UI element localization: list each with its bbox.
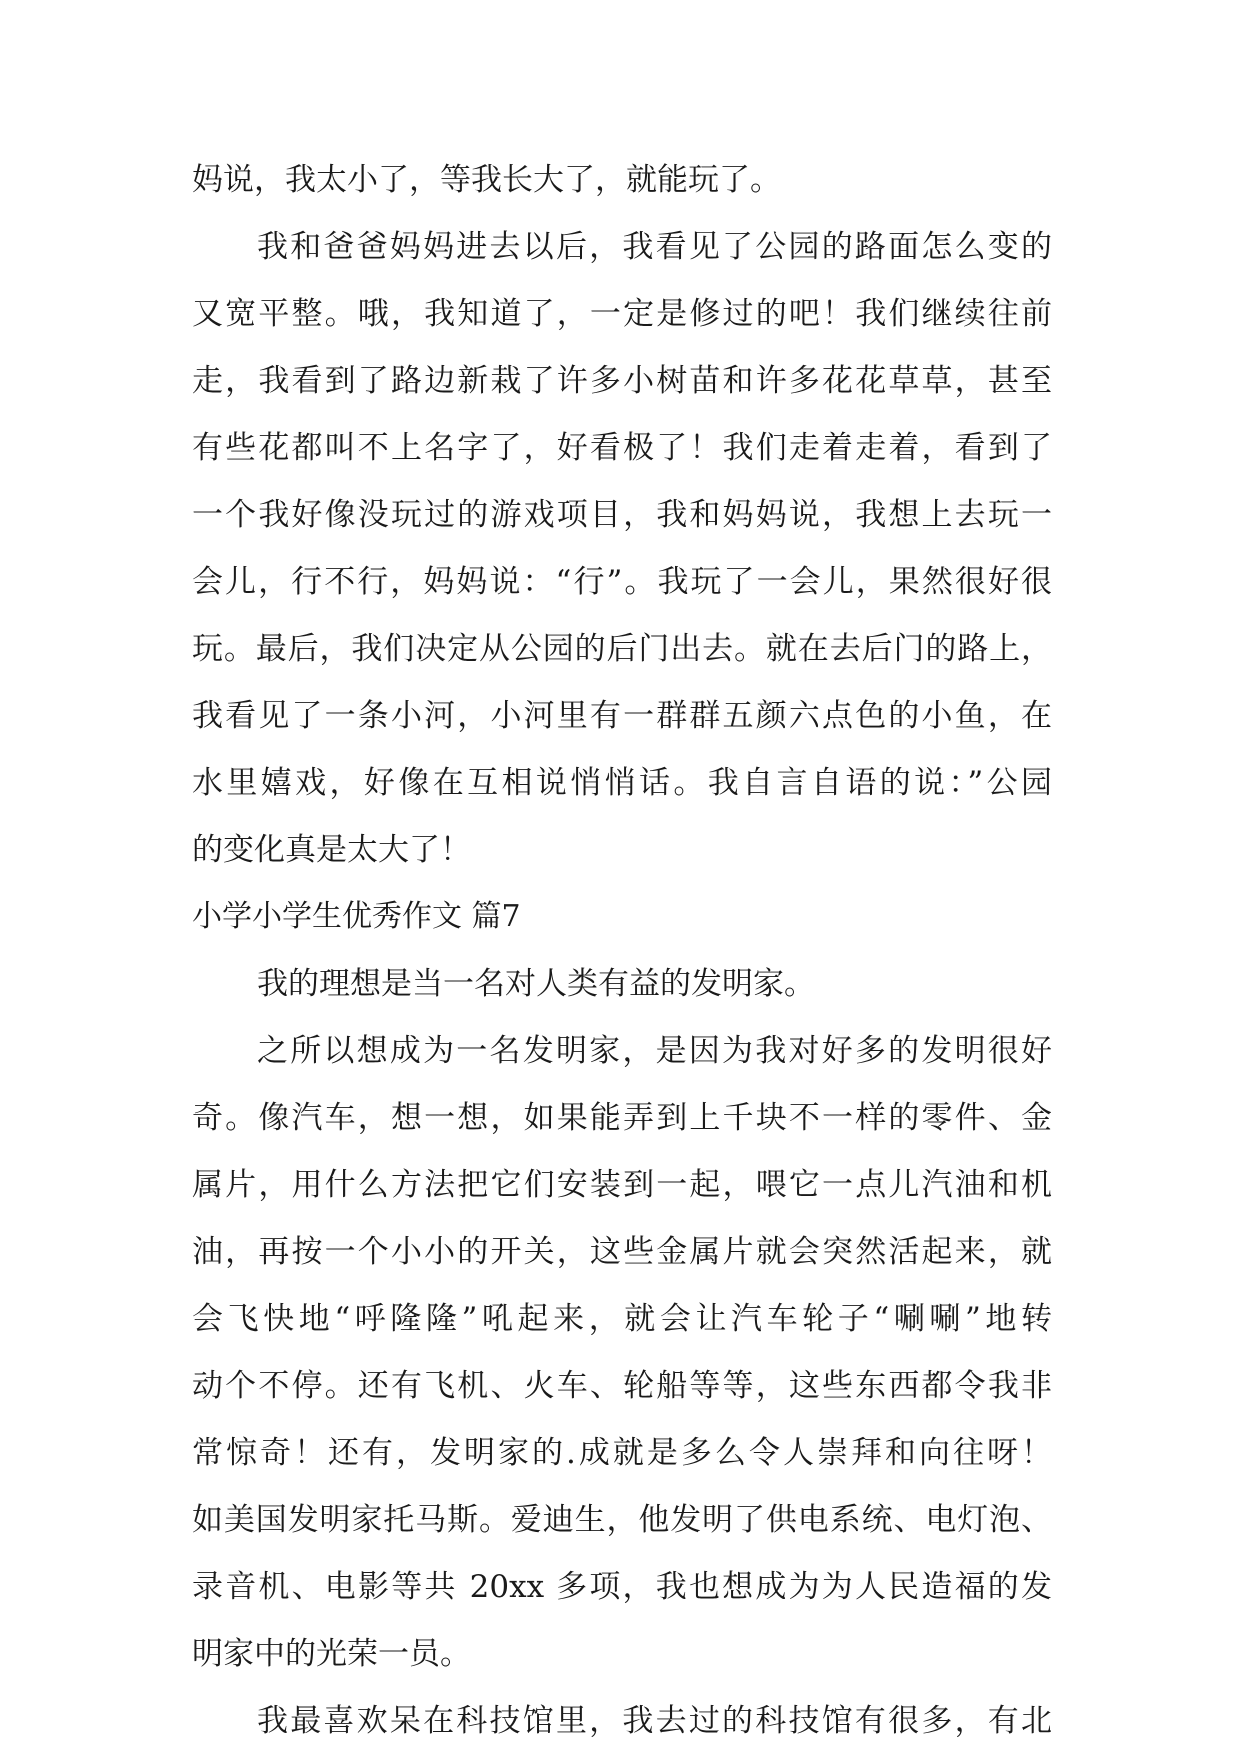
text-line: 常惊奇！还有，发明家的.成就是多么令人崇拜和向往呀！ xyxy=(192,1435,1052,1471)
text-line: 明家中的光荣一员。 xyxy=(192,1636,471,1672)
text-line: 我看见了一条小河，小河里有一群群五颜六点色的小鱼，在 xyxy=(192,698,1052,734)
paragraph-first-line: 我和爸爸妈妈进去以后，我看见了公园的路面怎么变的 xyxy=(257,229,1052,265)
text-line: 走，我看到了路边新栽了许多小树苗和许多花花草草，甚至 xyxy=(192,363,1052,399)
text-line: 油，再按一个小小的开关，这些金属片就会突然活起来，就 xyxy=(192,1234,1052,1270)
section-heading: 小学小学生优秀作文 篇7 xyxy=(192,899,521,934)
paragraph-first-line: 我的理想是当一名对人类有益的发明家。 xyxy=(257,966,815,1002)
text-line: 如美国发明家托马斯。爱迪生，他发明了供电系统、电灯泡、 xyxy=(192,1502,1052,1538)
text-line: 会儿，行不行，妈妈说：“行”。我玩了一会儿，果然很好很 xyxy=(192,564,1052,600)
paragraph-first-line: 之所以想成为一名发明家，是因为我对好多的发明很好 xyxy=(257,1033,1052,1069)
text-line: 动个不停。还有飞机、火车、轮船等等，这些东西都令我非 xyxy=(192,1368,1052,1404)
text-line: 属片，用什么方法把它们安装到一起，喂它一点儿汽油和机 xyxy=(192,1167,1052,1203)
text-line: 又宽平整。哦，我知道了，一定是修过的吧！我们继续往前 xyxy=(192,296,1052,332)
text-line: 录音机、电影等共 20xx 多项，我也想成为为人民造福的发 xyxy=(192,1569,1052,1605)
text-line: 有些花都叫不上名字了，好看极了！我们走着走着，看到了 xyxy=(192,430,1052,466)
text-line: 妈说，我太小了，等我长大了，就能玩了。 xyxy=(192,162,781,198)
paragraph-first-line: 我最喜欢呆在科技馆里，我去过的科技馆有很多，有北 xyxy=(257,1703,1052,1739)
text-line: 奇。像汽车，想一想，如果能弄到上千块不一样的零件、金 xyxy=(192,1100,1052,1136)
text-line: 水里嬉戏，好像在互相说悄悄话。我自言自语的说：”公园 xyxy=(192,765,1052,801)
text-line: 的变化真是太大了！ xyxy=(192,832,471,868)
text-line: 一个我好像没玩过的游戏项目，我和妈妈说，我想上去玩一 xyxy=(192,497,1052,533)
text-line: 玩。最后，我们决定从公园的后门出去。就在去后门的路上， xyxy=(192,631,1052,667)
text-line: 会飞快地“呼隆隆”吼起来，就会让汽车轮子“唰唰”地转 xyxy=(192,1301,1052,1337)
